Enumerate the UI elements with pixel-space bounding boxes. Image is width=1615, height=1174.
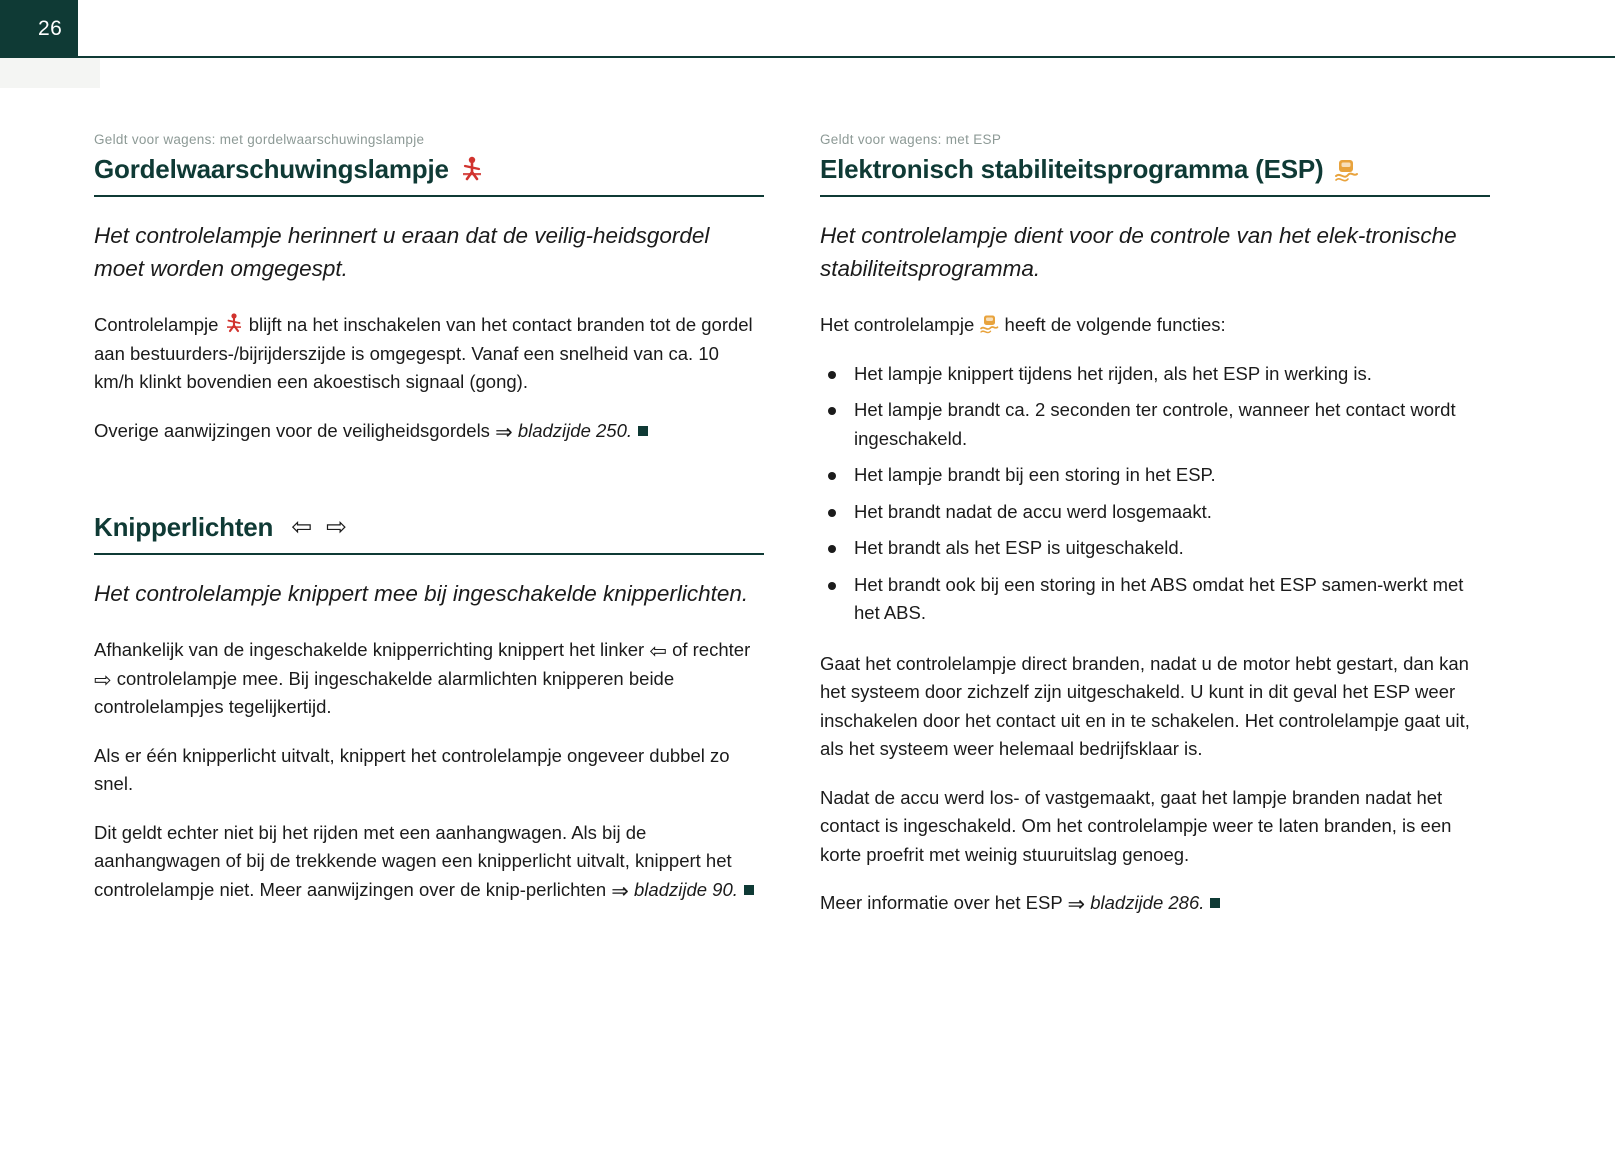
section-rule [94, 195, 764, 197]
paragraph-turn-1a: Afhankelijk van de ingeschakelde knipperrichting knippert het linker [94, 639, 645, 660]
paragraph-turn-1b: of rechter [672, 639, 751, 660]
paragraph-turn-3-text: Dit geldt echter niet bij het rijden met een aanhangwagen. Als bij de aanhangwagen of bij de trekkende wagen een knipperlicht uitvalt, knippert het controlelampje niet. Meer aanwijzingen over de knip-perlichten [94, 821, 732, 900]
paragraph-esp-1: Gaat het controlelampje direct branden, nadat u de motor hebt gestart, dan kan het systeem door zichzelf zijn uitgeschakeld. U kunt in dit geval het ESP weer inschakelen door het contact uit en in te schakelen. Het controlelampje gaat uit, als het systeem weer helemaal bedrijfsklaar is. [820, 652, 1470, 759]
paragraph-esp-lead-post: heeft de volgende functies: [1004, 314, 1226, 335]
list-item: Het brandt als het ESP is uitgeschakeld. [820, 534, 1490, 563]
left-column [94, 132, 764, 924]
section-title-turn-signals [94, 511, 764, 553]
paragraph-turn-1 [94, 636, 764, 722]
section-intro-turn-signals: Het controlelampje knippert mee bij ingeschakelde knipperlichten. [94, 581, 749, 606]
section-rule [94, 553, 764, 555]
section-title-esp [820, 153, 1490, 195]
end-mark [638, 426, 648, 436]
esp-skid-icon [979, 312, 999, 334]
paragraph-esp-3 [820, 889, 1490, 918]
right-column [820, 132, 1490, 938]
section-rule [820, 195, 1490, 197]
list-item: Het brandt ook bij een storing in het ABS omdat het ESP samen-werkt met het ABS. [820, 571, 1490, 628]
page-header [0, 0, 1615, 58]
paragraph-seatbelt-1 [94, 311, 764, 397]
paragraph-esp-lead [820, 311, 1490, 340]
section-intro-seatbelt: Het controlelampje herinnert u eraan dat de veilig-heidsgordel moet worden omgegespt. [94, 223, 710, 281]
paragraph-seatbelt-2-text: Overige aanwijzingen voor de veiligheidsgordels [94, 419, 490, 441]
paragraph-esp-2: Nadat de accu werd los- of vastgemaakt, gaat het lampje branden nadat het contact is ingeschakeld. Om het controlelampje weer te laten branden, is een korte proefrit met weinig stuuruitslag genoeg. [820, 786, 1452, 865]
applies-to-label: Geldt voor wagens: met ESP [820, 132, 1002, 147]
section-turn-signals [94, 511, 764, 904]
arrow-reference-icon: ⇒ [611, 879, 629, 903]
paragraph-seatbelt-2 [94, 417, 764, 446]
section-title-text: Gordelwaarschuwingslampje [94, 154, 449, 184]
paragraph-esp-lead-pre: Het controlelampje [820, 314, 975, 335]
list-item: Het lampje brandt ca. 2 seconden ter controle, wanneer het contact wordt ingeschakeld. [820, 396, 1490, 453]
section-title-seatbelt [94, 153, 764, 195]
end-mark [1210, 898, 1220, 908]
page-edge-tint [0, 58, 100, 88]
section-intro-esp: Het controlelampje dient voor de controle van het elek-tronische stabiliteitsprogramma. [820, 223, 1457, 281]
seatbelt-warning-icon [459, 155, 485, 183]
arrow-right-icon: ⇨ [94, 668, 112, 692]
paragraph-esp-3-text: Meer informatie over het ESP [820, 892, 1063, 913]
paragraph-turn-1c: controlelampje mee. Bij ingeschakelde alarmlichten knipperen beide controlelampjes tegelijkertijd. [94, 667, 675, 717]
seatbelt-warning-icon [224, 312, 244, 334]
page-reference-90: bladzijde 90. [634, 878, 738, 900]
page-reference-250: bladzijde 250. [517, 419, 632, 441]
turn-signal-arrows [291, 511, 347, 543]
arrow-reference-icon: ⇒ [495, 420, 513, 444]
esp-function-list [820, 360, 1490, 628]
arrow-left-icon: ⇦ [291, 513, 312, 541]
section-esp [820, 132, 1490, 918]
page-reference-286: bladzijde 286. [1090, 892, 1205, 913]
section-seatbelt-warning [94, 132, 764, 445]
list-item: Het lampje knippert tijdens het rijden, als het ESP in werking is. [820, 360, 1490, 389]
paragraph-seatbelt-1-pre: Controlelampje [94, 314, 219, 335]
paragraph-turn-3 [94, 819, 764, 905]
section-title-text: Knipperlichten [94, 512, 274, 542]
arrow-reference-icon: ⇒ [1067, 893, 1086, 916]
section-title-text: Elektronisch stabiliteitsprogramma (ESP) [820, 154, 1324, 184]
list-item: Het lampje brandt bij een storing in het ESP. [820, 461, 1490, 490]
section-spacer [94, 465, 764, 511]
paragraph-seatbelt-1-post: blijft na het inschakelen van het contact branden tot de gordel aan bestuurders-/bijrijderszijde is omgegespt. Vanaf een snelheid van ca. 10 km/h klinkt bovendien een akoestisch signaal (gong). [94, 314, 753, 392]
end-mark [744, 885, 754, 895]
arrow-right-icon: ⇨ [325, 513, 347, 541]
page-number: 26 [38, 17, 63, 40]
list-item: Het brandt nadat de accu werd losgemaakt. [820, 498, 1490, 527]
paragraph-turn-2: Als er één knipperlicht uitvalt, knippert het controlelampje ongeveer dubbel zo snel. [94, 744, 730, 794]
applies-to-label: Geldt voor wagens: met gordelwaarschuwingslampje [94, 132, 425, 147]
header-rule [78, 56, 1615, 58]
esp-skid-icon [1333, 155, 1359, 183]
arrow-left-icon: ⇦ [649, 640, 667, 663]
